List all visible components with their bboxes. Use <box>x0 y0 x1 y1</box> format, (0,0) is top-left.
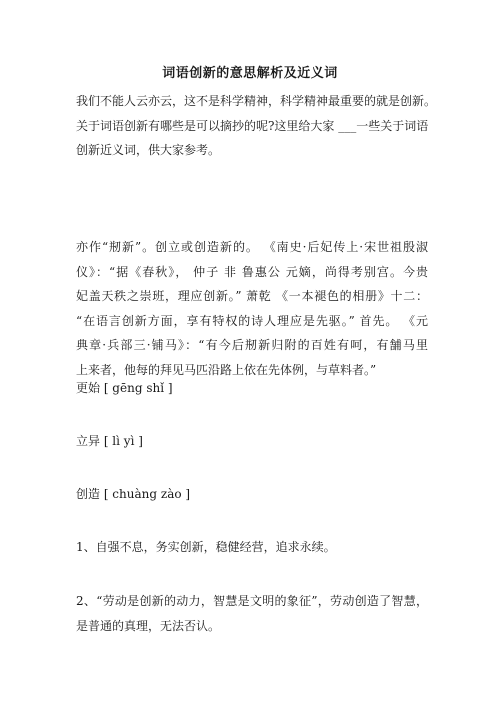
synonym-text: 立异 [ lì yì ] <box>76 434 143 448</box>
intro-line: 我们不能人云亦云，这不是科学精神，科学精神最重要的就是创新。 <box>76 94 437 108</box>
definition-line: 仪》：“据《春秋》， 仲子 非 鲁惠公 元嫡，尚得考别宫。今贵 <box>76 264 428 279</box>
definition-line: 妃盖天秩之崇班，理应创新。” 萧乾 《一本褪色的相册》十二： <box>76 289 428 303</box>
synonym-text: 创造 [ chuàng zào ] <box>76 487 191 501</box>
synonym-item <box>76 376 428 401</box>
synonym-item <box>76 482 428 507</box>
synonym-text: 更始 [ gēng shǐ ] <box>76 381 173 395</box>
definition-line: 上来者，他每的拜见马匹沿路上依在先体例，与草料者。” <box>76 362 377 377</box>
intro-paragraph <box>76 89 437 163</box>
example-sentence-2 <box>76 589 428 638</box>
example-line: 2、“劳动是创新的动力，智慧是文明的象征”，劳动创造了智慧， <box>76 594 428 608</box>
definition-paragraph <box>76 235 428 382</box>
intro-line: 关于词语创新有哪些是可以摘抄的呢?这里给大家 ___一些关于词语 <box>76 118 429 133</box>
example-sentence-1 <box>76 535 428 560</box>
intro-line: 创新近义词，供大家参考。 <box>76 143 221 157</box>
definition-line: “在语言创新方面，享有特权的诗人理应是先驱。” 首先。 《元 <box>76 313 428 328</box>
definition-line: 亦作“剏新”。创立或创造新的。 《南史·后妃传上·宋世祖殷淑 <box>76 240 428 254</box>
example-line: 1、自强不息，务实创新，稳健经营，追求永续。 <box>76 540 336 554</box>
example-line: 是普通的真理，无法否认。 <box>76 618 221 633</box>
synonym-item <box>76 429 428 454</box>
definition-line: 典章·兵部三·铺马》：“有今后剏新归附的百姓有呵，有舗马里 <box>76 338 428 352</box>
document-title: 词语创新的意思解析及近义词 <box>162 66 338 81</box>
